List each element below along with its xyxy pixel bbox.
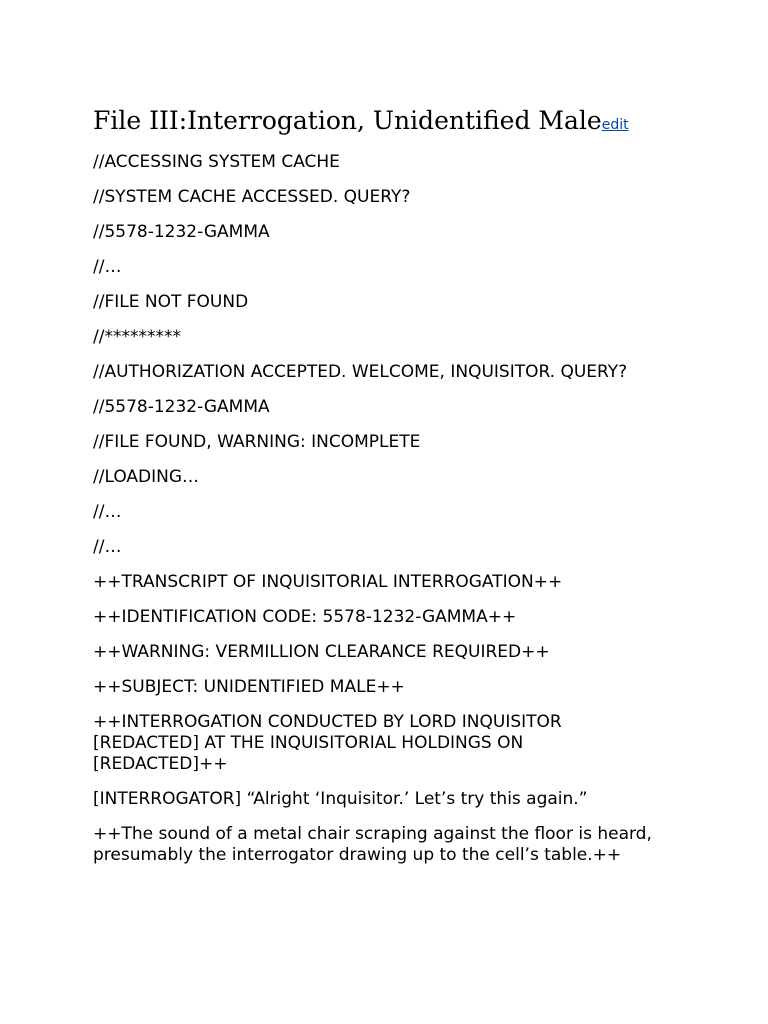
paragraph-2: //SYSTEM CACHE ACCESSED. QUERY? [93, 187, 411, 207]
paragraph-4: //… [93, 257, 122, 277]
paragraph-13: ++TRANSCRIPT OF INQUISITORIAL INTERROGATION++ [93, 572, 563, 592]
paragraph-11: //… [93, 502, 122, 522]
section-title: File III:Interrogation, Unidentified Male [93, 106, 602, 135]
paragraph-12: //… [93, 537, 122, 557]
paragraph-9: //FILE FOUND, WARNING: INCOMPLETE [93, 432, 421, 452]
paragraph-15: ++WARNING: VERMILLION CLEARANCE REQUIRED++ [93, 642, 550, 662]
document-page [93, 104, 693, 880]
paragraph-1: //ACCESSING SYSTEM CACHE [93, 152, 340, 172]
paragraph-19: ++The sound of a metal chair scraping against the floor is heard, presumably the interrogator drawing up to the cell’s table.++ [93, 824, 652, 865]
paragraph-17: ++INTERROGATION CONDUCTED BY LORD INQUISITOR [REDACTED] AT THE INQUISITORIAL HOLDINGS ON [REDACTED]++ [93, 712, 562, 774]
paragraph-7: //AUTHORIZATION ACCEPTED. WELCOME, INQUISITOR. QUERY? [93, 362, 628, 382]
paragraph-8: //5578-1232-GAMMA [93, 397, 270, 417]
paragraph-5: //FILE NOT FOUND [93, 292, 249, 312]
paragraph-6: //********* [93, 327, 181, 347]
paragraph-14: ++IDENTIFICATION CODE: 5578-1232-GAMMA++ [93, 607, 517, 627]
paragraph-16: ++SUBJECT: UNIDENTIFIED MALE++ [93, 677, 405, 697]
paragraph-18: [INTERROGATOR] “Alright ‘Inquisitor.’ Let’s try this again.” [93, 789, 588, 809]
section-heading [93, 104, 693, 142]
paragraph-10: //LOADING… [93, 467, 200, 487]
edit-link[interactable]: edit [601, 117, 629, 133]
paragraph-3: //5578-1232-GAMMA [93, 222, 270, 242]
